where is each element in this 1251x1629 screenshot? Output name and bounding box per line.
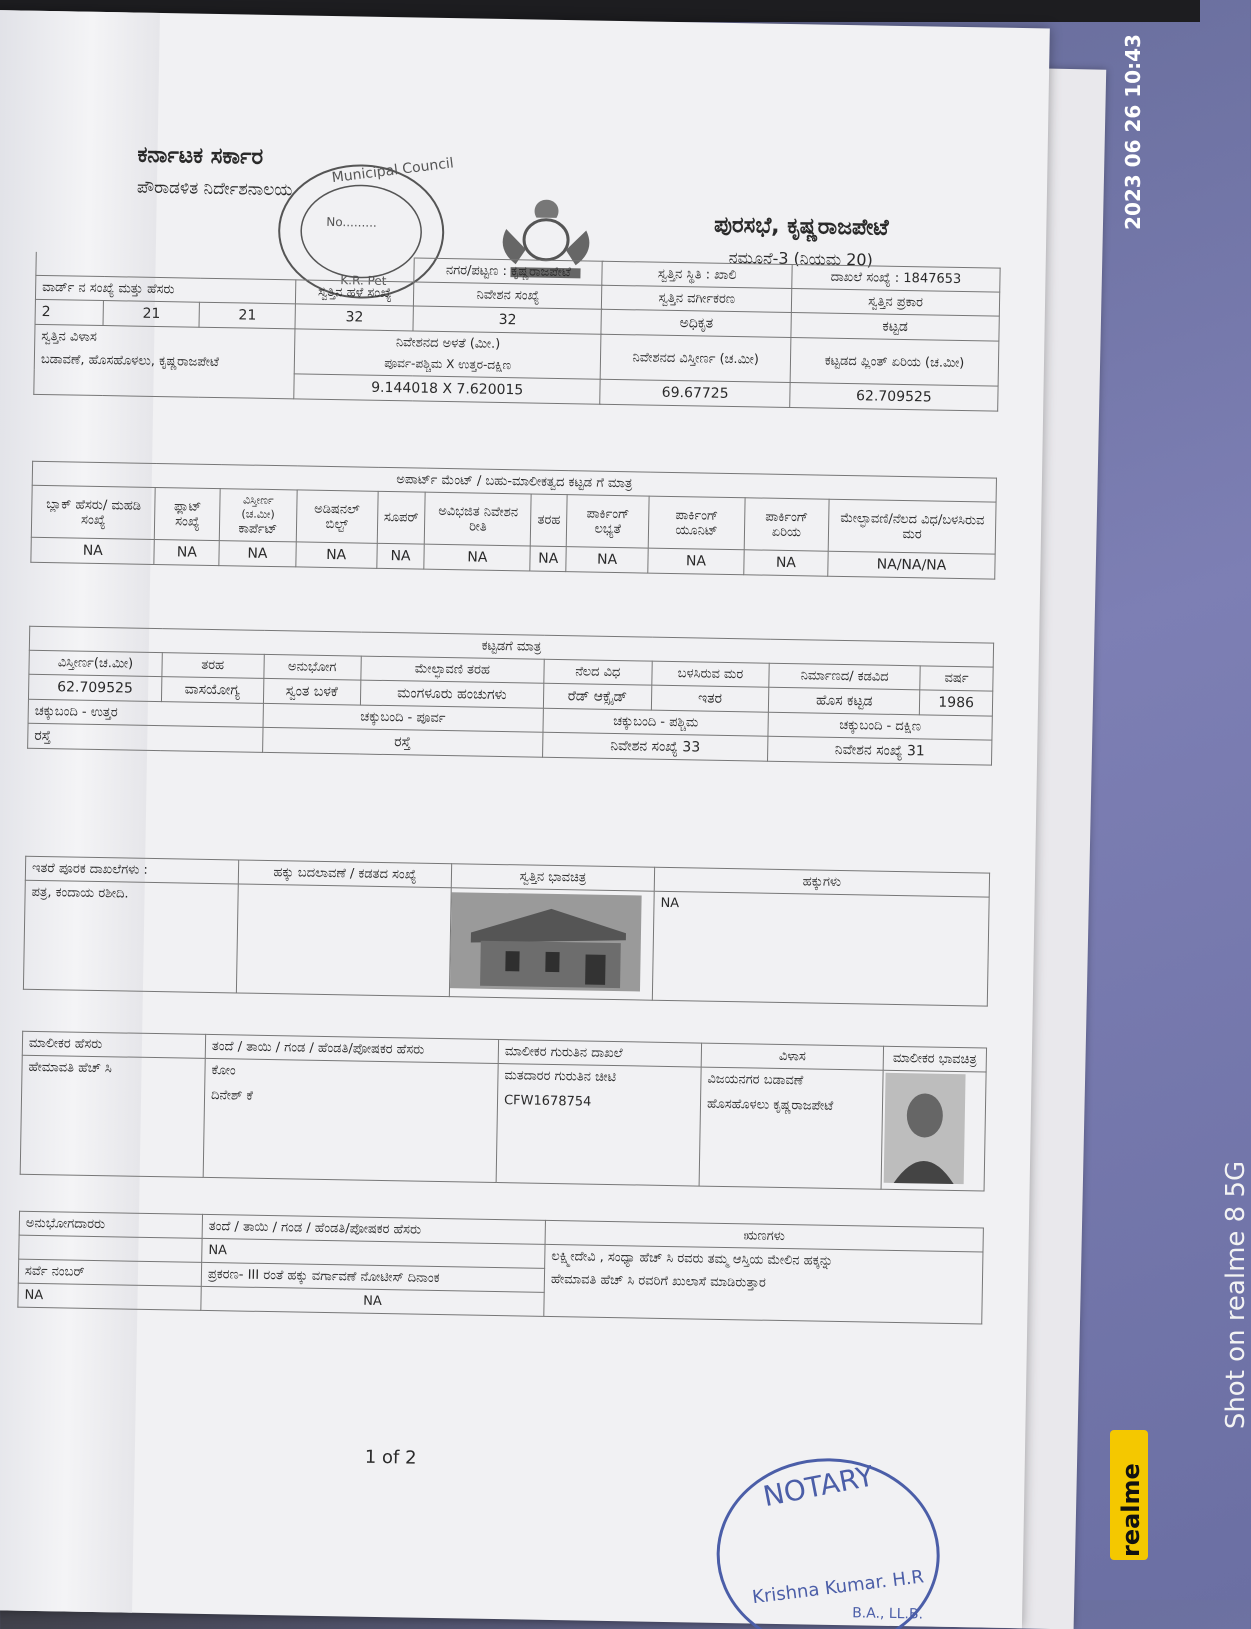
bld-h-5: ಬಳಸಿರುವ ಮರ bbox=[652, 661, 770, 687]
site-no-value: 32 bbox=[413, 306, 601, 334]
apt-h-additional: ಅಡಿಷನಲ್ ಬಿಲ್ಟ್ bbox=[296, 490, 378, 543]
boundary-east-label: ಚಕ್ಕುಬಂದಿ - ಪೂರ್ವ bbox=[263, 703, 544, 732]
occupant-table bbox=[17, 1211, 984, 1325]
liabilities-cell bbox=[544, 1244, 983, 1324]
owner-photo-icon bbox=[884, 1073, 966, 1184]
type-label: ಸ್ವತ್ತಿನ ಪ್ರಕಾರ bbox=[791, 289, 999, 317]
transfer-label: ಹಕ್ಕು ಬದಲಾವಣೆ / ಕಡತದ ಸಂಖ್ಯೆ bbox=[238, 860, 451, 888]
apt-h-super: ಸೂಪರ್ bbox=[377, 491, 426, 544]
form-number: ನಮೂನೆ-3 (ನಿಯಮ 20) bbox=[728, 247, 873, 270]
summary-table bbox=[33, 251, 1000, 412]
site-area-value: 69.67725 bbox=[600, 379, 790, 407]
apt-v-5: NA bbox=[424, 544, 530, 571]
owner-table bbox=[20, 1031, 987, 1192]
liabilities-line-2: ಹೇಮಾವತಿ ಹೆಚ್ ಸಿ ರವರಿಗೆ ಖುಲಾಸೆ ಮಾಡಿರುತ್ತಾರ bbox=[550, 1271, 766, 1291]
bld-v-5: ಇತರ bbox=[651, 685, 769, 712]
transfer-value bbox=[236, 884, 451, 997]
property-photo-cell bbox=[449, 888, 654, 1001]
owner-address-1: ವಿಜಯನಗರ ಬಡಾವಣೆ bbox=[707, 1071, 804, 1089]
owner-id-no: CFW1678754 bbox=[503, 1093, 592, 1110]
municipality-name: ಪುರಸಭೆ, ಕೃಷ್ಣರಾಜಪೇಟೆ bbox=[713, 212, 889, 241]
owner-address-2: ಹೊಸಹೊಳಲು ಕೃಷ್ಣರಾಜಪೇಟೆ bbox=[706, 1096, 834, 1114]
camera-timestamp bbox=[1115, 34, 1145, 240]
bld-h-4: ನೆಲದ ವಿಧ bbox=[544, 659, 652, 685]
page-binding bbox=[0, 10, 160, 1613]
property-status: ಸ್ವತ್ತಿನ ಸ್ಥಿತಿ : ಖಾಲಿ bbox=[602, 261, 792, 288]
owner-relation-prefix: ಕೋಂ bbox=[211, 1063, 236, 1079]
boundary-north-label: ಚಕ್ಕುಬಂದಿ - ಉತ್ತರ bbox=[28, 699, 263, 727]
entry-number: ದಾಖಲೆ ಸಂಖ್ಯೆ : 1847653 bbox=[792, 265, 1000, 293]
ward-no: 2 bbox=[35, 299, 104, 325]
apt-v-7: NA bbox=[566, 547, 649, 573]
apt-area-group: ವಿಸ್ತೀರ್ಣ (ಚ.ಮೀ) bbox=[241, 493, 275, 522]
bld-v-0: 62.709525 bbox=[28, 674, 161, 701]
owner-relation-label: ತಂದೆ / ತಾಯಿ / ಗಂಡ / ಹೆಂಡತಿ/ಪೋಷಕರ ಹೆಸರು bbox=[205, 1034, 498, 1063]
shot-on-text: Shot on realme 8 5G bbox=[1220, 1160, 1251, 1430]
owner-relation-value: ದಿನೇಶ್ ಕೆ bbox=[210, 1088, 253, 1104]
address-cell bbox=[34, 324, 295, 399]
owner-address-cell bbox=[699, 1067, 883, 1189]
property-photo-icon bbox=[450, 892, 642, 991]
address-value: ಬಡಾವಣೆ, ಹೊಸಹೊಳಲು, ಕೃಷ್ಣರಾಜಪೇಟೆ bbox=[40, 351, 220, 371]
survey-label: ಸರ್ವೆ ನಂಬರ್ bbox=[18, 1259, 201, 1286]
apt-v-10: NA/NA/NA bbox=[828, 551, 995, 579]
apt-v-8: NA bbox=[648, 548, 744, 575]
boundary-west: ನಿವೇಶನ ಸಂಖ್ಯೆ 33 bbox=[542, 732, 768, 761]
apt-h-undivided: ಅವಿಭಜಿತ ನಿವೇಶನ ರೀತಿ bbox=[425, 492, 532, 546]
apt-h-roof: ಮೇಲ್ಛಾವಣಿ/ನೆಲದ ವಿಧ/ಬಳಸಿರುವ ಮರ bbox=[828, 499, 996, 554]
dims-value: 9.144018 X 7.620015 bbox=[294, 374, 601, 404]
property-form bbox=[18, 131, 1018, 1310]
ward-label: ವಾರ್ಡ್ ನ ಸಂಖ್ಯೆ ಮತ್ತು ಹೆಸರು bbox=[35, 275, 296, 304]
apt-v-6: NA bbox=[530, 546, 566, 572]
dims-sub: ಪೂರ್ವ-ಪಶ್ಚಿಮ X ಉತ್ತರ-ದಕ್ಷಿಣ bbox=[384, 355, 512, 373]
apt-h-block: ಬ್ಲಾಕ್ ಹೆಸರು/ ಮಹಡಿ ಸಂಖ್ಯೆ bbox=[31, 485, 155, 539]
occupant-relation-label: ತಂದೆ / ತಾಯಿ / ಗಂಡ / ಹೆಂಡತಿ/ಪೋಷಕರ ಹೆಸರು bbox=[202, 1214, 545, 1244]
seal-no: No......... bbox=[326, 214, 377, 230]
notice-value: NA bbox=[201, 1286, 544, 1316]
building-table bbox=[27, 626, 994, 766]
apt-v-1: NA bbox=[154, 539, 219, 565]
bld-v-3: ಮಂಗಳೂರು ಹಂಚುಗಳು bbox=[360, 680, 544, 708]
old-no-label: ಸ್ವತ್ತಿನ ಹಳೆ ಸಂಖ್ಯೆ bbox=[296, 280, 415, 306]
old-no-value: 32 bbox=[295, 304, 414, 331]
apt-h-flat: ಫ್ಲಾಟ್ ಸಂಖ್ಯೆ bbox=[155, 487, 221, 540]
apt-v-9: NA bbox=[744, 550, 829, 576]
apt-h-parking-area: ಪಾರ್ಕಿಂಗ್ ಏರಿಯ bbox=[744, 498, 829, 551]
seal-text: Municipal Council bbox=[330, 155, 455, 187]
supporting-docs-value: ಪತ್ರ, ಕಂದಾಯ ರಶೀದಿ. bbox=[23, 880, 238, 993]
rights-value: NA bbox=[652, 891, 989, 1006]
bld-h-1: ತರಹ bbox=[162, 653, 264, 679]
notary-title: NOTARY bbox=[760, 1459, 877, 1514]
bld-h-0: ವಿಸ್ತೀರ್ಣ(ಚ.ಮೀ) bbox=[29, 650, 162, 676]
apt-v-0: NA bbox=[31, 537, 155, 564]
boundary-east: ರಸ್ತೆ bbox=[262, 727, 543, 757]
owner-id-type: ಮತದಾರರ ಗುರುತಿನ ಚೀಟಿ bbox=[504, 1068, 617, 1086]
owner-photo-label: ಮಾಲೀಕರ ಭಾವಚಿತ್ರ bbox=[883, 1046, 986, 1072]
bld-v-4: ರೆಡ್ ಆಕ್ಸೈಡ್ bbox=[543, 683, 651, 710]
town-label: ನಗರ/ಪಟ್ಟಣ : ಕೃಷ್ಣರಾಜಪೇಟೆ bbox=[414, 258, 602, 285]
owner-id-label: ಮಾಲೀಕರ ಗುರುತಿನ ದಾಖಲೆ bbox=[498, 1040, 701, 1068]
plinth-value: 62.709525 bbox=[790, 383, 998, 412]
seal-sub: K.R. Pet bbox=[340, 273, 387, 288]
boundary-south: ನಿವೇಶನ ಸಂಖ್ಯೆ 31 bbox=[768, 736, 992, 765]
apt-h-carpet-label: ಕಾರ್ಪೆಟ್ bbox=[238, 521, 278, 538]
documents-table bbox=[23, 856, 990, 1007]
bld-h-2: ಅನುಭೋಗ bbox=[263, 654, 361, 680]
liabilities-line-1: ಲಕ್ಷ್ಮೀದೇವಿ , ಸಂಧ್ಯಾ ಹೆಚ್ ಸಿ ರವರು ತಮ್ಮ ಆಸ್ತಿಯ ಮೇಲಿನ ಹಕ್ಕನ್ನು bbox=[551, 1248, 834, 1269]
notice-label: ಪ್ರಕರಣ- III ರಂತೆ ಹಕ್ಕು ವರ್ಗಾವಣೆ ನೋಟೀಸ್ ದಿನಾಂಕ bbox=[201, 1262, 544, 1292]
occupant-value: NA bbox=[202, 1238, 545, 1268]
brand-text: realme bbox=[1117, 1463, 1145, 1557]
dims-label-cell bbox=[294, 329, 601, 379]
page-number: 1 of 2 bbox=[364, 1446, 417, 1469]
bld-h-6: ನಿರ್ಮಾಣದ/ ಕಡವಿದ bbox=[769, 663, 920, 690]
ward-code: 21 bbox=[199, 302, 295, 329]
owner-id-cell bbox=[496, 1064, 701, 1187]
classification-value: ಅಧಿಕೃತ bbox=[601, 309, 791, 337]
bld-h-3: ಮೇಲ್ಛಾವಣಿ ತರಹ bbox=[361, 656, 545, 683]
ward-name: 21 bbox=[103, 301, 199, 328]
apt-h-carpet bbox=[220, 489, 297, 542]
liabilities-label: ಋಣಗಳು bbox=[545, 1220, 983, 1252]
notary-stamp-icon bbox=[702, 1443, 955, 1627]
site-no-label: ನಿವೇಶನ ಸಂಖ್ಯೆ bbox=[414, 282, 602, 309]
owner-address-label: ವಿಳಾಸ bbox=[701, 1043, 883, 1070]
timestamp-text: 2023 06 26 10:43 bbox=[1120, 34, 1145, 230]
classification-label: ಸ್ವತ್ತಿನ ವರ್ಗೀಕರಣ bbox=[602, 285, 792, 312]
gov-name: ಕರ್ನಾಟಕ ಸರ್ಕಾರ bbox=[137, 142, 264, 170]
boundary-south-label: ಚಕ್ಕುಬಂದಿ - ದಕ್ಷಿಣ bbox=[768, 712, 992, 740]
boundary-north: ರಸ್ತೆ bbox=[28, 723, 263, 752]
apt-h-parking-avail: ಪಾರ್ಕಿಂಗ್ ಲಭ್ಯತೆ bbox=[566, 495, 649, 548]
owner-name-label: ಮಾಲೀಕರ ಹೆಸರು bbox=[22, 1031, 205, 1058]
supporting-docs-label: ಇತರೆ ಪೂರಕ ದಾಖಲೆಗಳು : bbox=[25, 856, 238, 884]
bld-v-7: 1986 bbox=[920, 690, 993, 716]
apartment-title: ಅಪಾರ್ಟ್ ಮೆಂಟ್ / ಬಹು-ಮಾಲೀಕತ್ವದ ಕಟ್ಟಡ ಗೆ ಮಾತ್ರ bbox=[32, 461, 996, 502]
boundary-west-label: ಚಕ್ಕುಬಂದಿ - ಪಶ್ಚಿಮ bbox=[543, 708, 769, 736]
directorate: ಪೌರಾಡಳಿತ ನಿರ್ದೇಶನಾಲಯ bbox=[136, 177, 293, 201]
notary-degree: B.A., LL.B. bbox=[852, 1605, 924, 1623]
apartment-table bbox=[30, 461, 997, 580]
camera-watermark bbox=[1120, 1010, 1251, 1570]
property-photo-label: ಸ್ವತ್ತಿನ ಭಾವಚಿತ್ರ bbox=[451, 864, 654, 892]
document-page bbox=[0, 10, 1050, 1628]
apt-h-type: ತರಹ bbox=[531, 494, 568, 547]
building-title: ಕಟ್ಟಡಗೆ ಮಾತ್ರ bbox=[29, 626, 993, 667]
bld-v-6: ಹೊಸ ಕಟ್ಟಡ bbox=[769, 687, 920, 715]
bld-v-1: ವಾಸಯೋಗ್ಯ bbox=[161, 677, 263, 704]
apt-v-2: NA bbox=[219, 541, 296, 567]
bld-v-2: ಸ್ವಂತ ಬಳಕೆ bbox=[263, 678, 361, 705]
occupant-value-empty bbox=[19, 1235, 202, 1262]
site-area-label: ನಿವೇಶನದ ವಿಸ್ತೀರ್ಣ (ಚ.ಮೀ) bbox=[601, 334, 791, 382]
owner-name: ಹೇಮಾವತಿ ಹೆಚ್ ಸಿ bbox=[20, 1055, 205, 1177]
occupant-label: ಅನುಭೋಗದಾರರು bbox=[19, 1211, 202, 1238]
bld-h-7: ವರ್ಷ bbox=[920, 666, 993, 691]
apt-v-3: NA bbox=[295, 542, 377, 568]
apt-v-4: NA bbox=[377, 543, 425, 569]
rights-label: ಹಕ್ಕುಗಳು bbox=[654, 867, 989, 897]
address-label: ಸ್ವತ್ತಿನ ವಿಳಾಸ bbox=[41, 328, 97, 345]
notary-name: Krishna Kumar. H.R bbox=[751, 1566, 925, 1609]
dims-label: ನಿವೇಶನದ ಅಳತೆ (ಮೀ.) bbox=[395, 335, 501, 352]
survey-value: NA bbox=[18, 1283, 201, 1310]
plinth-label: ಕಟ್ಟಡದ ಪ್ಲಿಂತ್ ಏರಿಯ (ಚ.ಮೀ) bbox=[790, 338, 999, 387]
owner-relation-cell bbox=[203, 1058, 498, 1182]
owner-photo-cell bbox=[881, 1070, 986, 1191]
type-value: ಕಟ್ಟಡ bbox=[791, 313, 999, 342]
apt-h-parking-unit: ಪಾರ್ಕಿಂಗ್ ಯೂನಿಟ್ bbox=[648, 496, 744, 550]
